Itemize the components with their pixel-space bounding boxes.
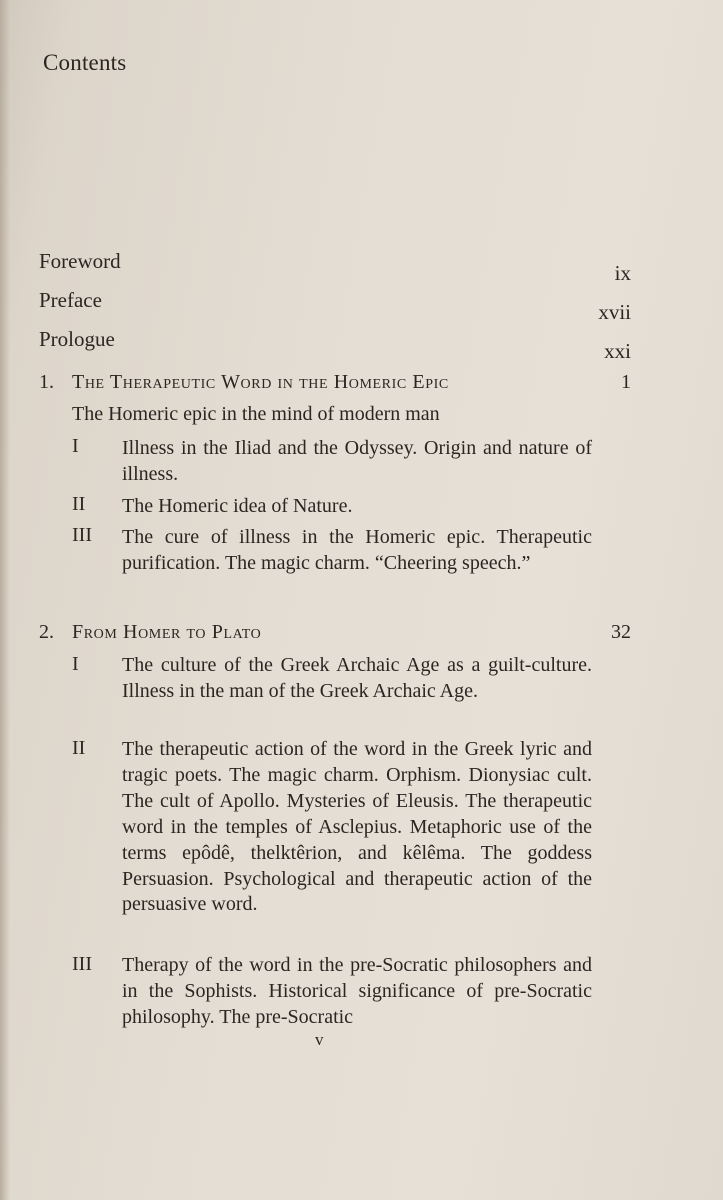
entry-page: xxi xyxy=(604,339,631,363)
section-numeral: II xyxy=(72,493,86,515)
chapter-page: 1 xyxy=(621,371,631,393)
entry-page: ix xyxy=(614,261,631,285)
entry-label: Foreword xyxy=(39,249,121,273)
section-numeral: III xyxy=(72,953,92,975)
entry-label: Preface xyxy=(39,288,102,312)
page-number: v xyxy=(315,1030,324,1049)
toc-section-2-i xyxy=(72,653,592,705)
toc-section-2-ii xyxy=(72,737,592,918)
section-numeral: I xyxy=(72,653,79,675)
toc-section-1-iii xyxy=(72,524,592,576)
section-numeral: III xyxy=(72,524,92,546)
page-edge-shadow xyxy=(0,0,10,1200)
chapter-number: 2. xyxy=(39,621,54,643)
contents-heading: Contents xyxy=(43,50,127,75)
entry-label: Prologue xyxy=(39,327,115,351)
section-text: The Homeric idea of Nature. xyxy=(122,495,353,517)
section-text: The culture of the Greek Archaic Age as a guilt-culture. Illness in the man of the Greek Archaic Age. xyxy=(122,654,592,702)
section-numeral: I xyxy=(72,435,79,457)
chapter-title: The Therapeutic Word in the Homeric Epic xyxy=(72,371,449,393)
chapter-title: From Homer to Plato xyxy=(72,621,262,643)
chapter-page: 32 xyxy=(611,621,631,643)
chapter-number: 1. xyxy=(39,371,54,393)
section-text: The cure of illness in the Homeric epic. Therapeutic purification. The magic charm. “Cheering speech.” xyxy=(122,526,592,574)
toc-section-1-i xyxy=(72,435,592,487)
entry-page: xvii xyxy=(598,300,631,324)
chapter-intro: The Homeric epic in the mind of modern man xyxy=(72,403,440,425)
section-text: Therapy of the word in the pre-Socratic philosophers and in the Sophists. Historical significance of pre-Socratic philosophy. The pre-Socratic xyxy=(122,954,592,1028)
section-text: Illness in the Iliad and the Odyssey. Origin and nature of illness. xyxy=(122,437,592,485)
section-numeral: II xyxy=(72,737,86,759)
toc-section-2-iii xyxy=(72,953,592,1031)
section-text: The therapeutic action of the word in the Greek lyric and tragic poets. The magic charm. Orphism. Dionysiac cult. The cult of Apollo. Mysteries of Eleusis. The therapeutic word in the temples of Asclepius. Metaphoric use of the terms epôdê, thelktêrion, and kêlêma. The goddess Persuasion. Psychological and therapeutic action of the persuasive word. xyxy=(122,738,592,916)
toc-section-1-ii xyxy=(72,493,592,519)
